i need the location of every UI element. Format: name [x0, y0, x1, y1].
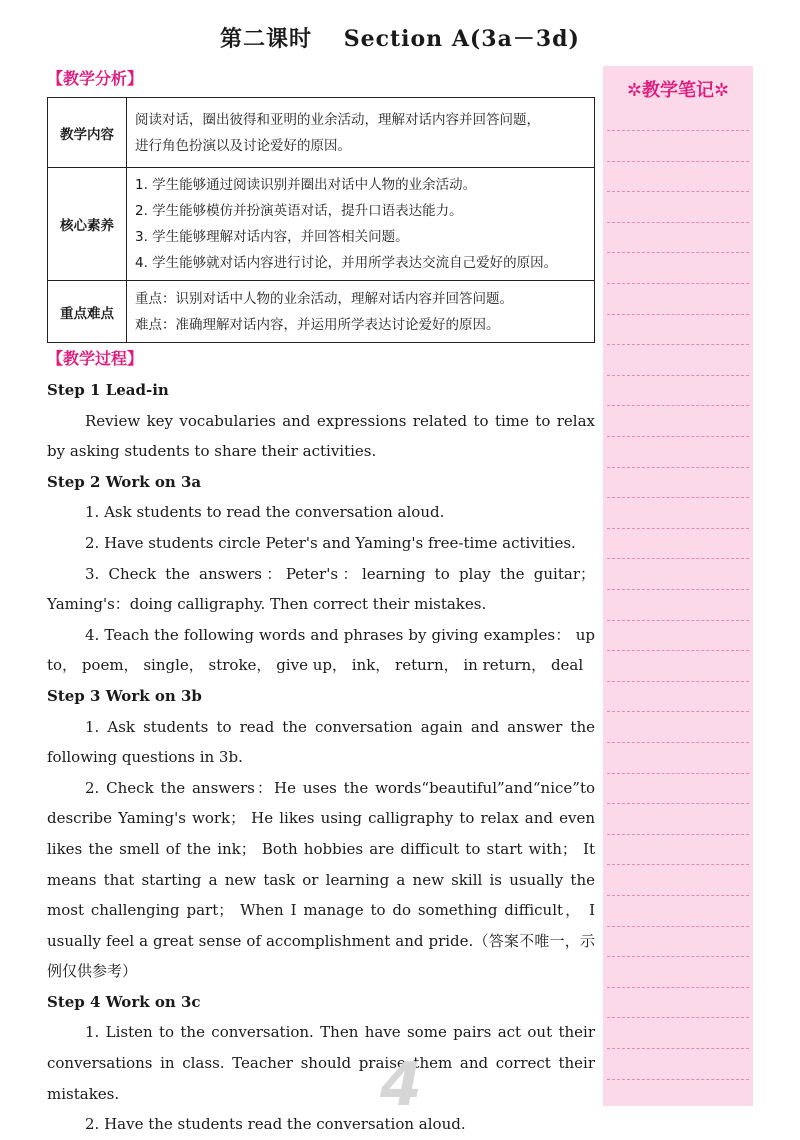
content-line: 进行角色扮演以及讨论爱好的原因。 — [135, 137, 351, 154]
content-line: 难点：准确理解对话内容，并运用所学表达讨论爱好的原因。 — [135, 316, 500, 333]
notes-rule-line — [607, 252, 749, 253]
step-paragraph: 1. Ask students to read the conversation aloud. — [85, 503, 445, 522]
notes-title: ✲教学笔记✲ — [626, 80, 730, 101]
notes-rule-line — [607, 589, 749, 590]
table-row — [48, 281, 595, 343]
step-paragraph: 1. Listen to the conversation. Then have some pairs act out their conversations in class. Teacher should praise them and correct their mistakes. — [47, 1023, 595, 1103]
content-line: 2. 学生能够模仿并扮演英语对话，提升口语表达能力。 — [135, 203, 463, 219]
content-line: 1. 学生能够通过阅读识别并圈出对话中人物的业余活动。 — [135, 177, 477, 193]
notes-rule-line — [607, 834, 749, 835]
page-number: 4 — [380, 1050, 422, 1120]
notes-rule-line — [607, 1017, 749, 1018]
step-prefix: Step 1 — [47, 381, 101, 399]
notes-rule-line — [607, 864, 749, 865]
row-content — [127, 281, 595, 343]
content-line: 阅读对话，圈出彼得和亚明的业余活动，理解对话内容并回答问题， — [135, 111, 540, 128]
notes-rule-line — [607, 497, 749, 498]
step-paragraph: Review key vocabularies and expressions related to time to relax by asking students to share their activities. — [47, 411, 595, 461]
step-heading — [47, 467, 595, 498]
notes-rule-line — [607, 1048, 749, 1049]
row-label-content: 教学内容 — [48, 98, 127, 168]
analysis-table — [47, 97, 595, 343]
process-heading: 【教学过程】 — [47, 349, 144, 368]
step-title: Work on 3c — [105, 992, 201, 1011]
step-paragraph: 1. Ask students to read the conversation again and answer the following questions in 3b. — [47, 717, 595, 767]
notes-rule-line — [607, 558, 749, 559]
notes-rule-line — [607, 528, 749, 529]
step-title: Lead-in — [105, 381, 169, 399]
notes-rule-line — [607, 375, 749, 376]
step-prefix: Step 4 — [47, 992, 101, 1011]
notes-rule-line — [607, 283, 749, 284]
page-title: 第二课时 Section A(3a－3d) — [220, 26, 580, 52]
notes-rule-line — [607, 467, 749, 468]
notes-rule-line — [607, 222, 749, 223]
notes-rule-line — [607, 130, 749, 131]
step-paragraph: 2. Check the answers：He uses the words“beautiful”and“nice”to describe Yaming's work； He likes using calligraphy to relax and even likes the smell of the ink； Both hobbies are difficult to start with； It means that starting a new task or learning a new skill is usually the most challenging part； When I manage to do something difficult， I usually feel a great sense of accomplishment and pride.（答案不唯一，示例仅供参考） — [47, 778, 595, 981]
notes-rule-line — [607, 436, 749, 437]
notes-rule-line — [607, 956, 749, 957]
step-paragraph: 2. Have the students read the conversation aloud. — [85, 1115, 466, 1134]
notes-rule-line — [607, 987, 749, 988]
content-line: 3. 学生能够理解对话内容，并回答相关问题。 — [135, 229, 409, 245]
content-line: 4. 学生能够就对话内容进行讨论，并用所学表达交流自己爱好的原因。 — [135, 255, 558, 271]
row-content — [127, 98, 595, 168]
content-line: 重点：识别对话中人物的业余活动，理解对话内容并回答问题。 — [135, 290, 513, 307]
notes-rule-line — [607, 742, 749, 743]
analysis-heading: 【教学分析】 — [47, 69, 144, 88]
step-heading — [47, 375, 595, 406]
notes-rule-line — [607, 1079, 749, 1080]
table-row — [48, 98, 595, 168]
notes-rule-line — [607, 344, 749, 345]
notes-panel — [603, 66, 753, 1106]
notes-rule-line — [607, 314, 749, 315]
notes-rule-line — [607, 803, 749, 804]
row-label-competency: 核心素养 — [48, 168, 127, 281]
process-body — [47, 375, 595, 1140]
notes-rule-line — [607, 191, 749, 192]
notes-rule-line — [607, 620, 749, 621]
step-paragraph: 4. Teach the following words and phrases by giving examples： up to， poem， single， stroke， give up， ink， return， in return， deal — [47, 625, 595, 675]
notes-rule-line — [607, 711, 749, 712]
notes-rule-line — [607, 161, 749, 162]
notes-rule-line — [607, 681, 749, 682]
step-prefix: Step 3 — [47, 686, 101, 705]
row-label-focus: 重点难点 — [48, 281, 127, 343]
step-paragraph: 2. Have students circle Peter's and Yaming's free-time activities. — [85, 533, 576, 552]
notes-rule-line — [607, 773, 749, 774]
step-paragraph: 3. Check the answers：Peter's：learning to play the guitar； Yaming's：doing calligraphy. Then correct their mistakes. — [47, 564, 595, 614]
row-content — [127, 168, 595, 281]
step-heading — [47, 987, 595, 1018]
notes-rule-line — [607, 926, 749, 927]
step-prefix: Step 2 — [47, 472, 101, 491]
step-heading — [47, 681, 595, 712]
notes-rule-line — [607, 895, 749, 896]
notes-rule-line — [607, 650, 749, 651]
step-title: Work on 3b — [105, 686, 202, 705]
notes-rule-line — [607, 405, 749, 406]
step-title: Work on 3a — [105, 472, 202, 491]
table-row — [48, 168, 595, 281]
